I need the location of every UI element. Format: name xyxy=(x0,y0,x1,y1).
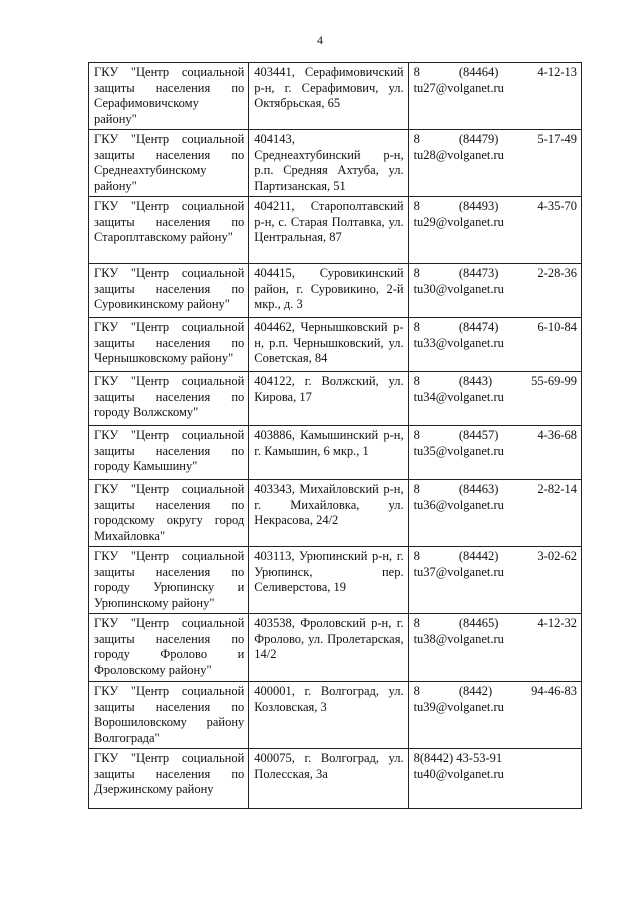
phone-area-code: (84479) xyxy=(458,132,499,146)
phone-number: 5-17-49 xyxy=(537,132,577,146)
email-address: tu39@volganet.ru xyxy=(413,699,504,714)
address-cell: 403441, Серафимовичский р-н, г. Серафимович, ул. Октябрьская, 65 xyxy=(249,63,408,130)
contact-cell xyxy=(408,197,581,264)
phone-prefix: 8 xyxy=(413,549,420,563)
phone-prefix: 8 xyxy=(413,132,420,146)
phone-area-code: (84442) xyxy=(458,549,499,563)
phone-number: 4-12-13 xyxy=(537,65,577,79)
table-row xyxy=(89,197,582,264)
email-address: tu29@volganet.ru xyxy=(413,214,504,229)
phone-prefix: 8 xyxy=(413,428,420,442)
contact-cell xyxy=(408,547,581,614)
contact-cell xyxy=(408,749,581,809)
email-address: tu40@volganet.ru xyxy=(413,766,504,781)
address-cell: 403538, Фроловский р-н, г. Фролово, ул. Пролетарская, 14/2 xyxy=(249,614,408,682)
contact-cell xyxy=(408,130,581,197)
phone-area-code: (84463) xyxy=(458,482,499,496)
address-cell: 403113, Урюпинский р-н, г. Урюпинск, пер. Селиверстова, 19 xyxy=(249,547,408,614)
address-cell: 404211, Старополтавский р-н, с. Старая Полтавка, ул. Центральная, 87 xyxy=(249,197,408,264)
organization-name-cell: ГКУ "Центр социальной защиты населения по Чернышковскому району" xyxy=(89,318,249,372)
phone-line xyxy=(414,65,577,81)
phone-number: 2-82-14 xyxy=(537,482,577,496)
address-cell: 404122, г. Волжский, ул. Кирова, 17 xyxy=(249,372,408,426)
table-row xyxy=(89,614,582,682)
email-address: tu33@volganet.ru xyxy=(413,335,504,350)
contact-cell xyxy=(408,682,581,749)
phone-area-code: (84493) xyxy=(458,199,499,213)
address-cell: 404143, Среднеахтубинский р-н, р.п. Средняя Ахтуба, ул. Партизанская, 51 xyxy=(249,130,408,197)
phone-line xyxy=(414,549,577,565)
organization-name-cell: ГКУ "Центр социальной защиты населения по городу Волжскому" xyxy=(89,372,249,426)
table-row xyxy=(89,426,582,480)
phone-number: 4-12-32 xyxy=(537,616,577,630)
address-cell: 400075, г. Волгоград, ул. Полесская, 3а xyxy=(249,749,408,809)
phone-number: 3-02-62 xyxy=(537,549,577,563)
organization-name-cell: ГКУ "Центр социальной защиты населения по Дзержинскому району xyxy=(89,749,249,809)
email-address: tu28@volganet.ru xyxy=(413,147,504,162)
email-address: tu30@volganet.ru xyxy=(413,281,504,296)
organization-name-cell: ГКУ "Центр социальной защиты населения по городскому округу город Михайловка" xyxy=(89,480,249,547)
contact-cell xyxy=(408,614,581,682)
table-row xyxy=(89,372,582,426)
phone-prefix: 8 xyxy=(413,684,420,698)
table-row xyxy=(89,63,582,130)
phone-line xyxy=(414,684,577,700)
phone-prefix: 8 xyxy=(413,374,420,388)
phone-line xyxy=(414,374,577,390)
table-row xyxy=(89,749,582,809)
phone-line xyxy=(414,266,577,282)
phone-area-code: (84474) xyxy=(458,320,499,334)
phone-area-code: (84473) xyxy=(458,266,499,280)
email-address: tu34@volganet.ru xyxy=(413,389,504,404)
table-row xyxy=(89,318,582,372)
table-row xyxy=(89,682,582,749)
page-number: 4 xyxy=(317,33,323,47)
contact-cell xyxy=(408,426,581,480)
contact-cell xyxy=(408,318,581,372)
phone-number: 2-28-36 xyxy=(537,266,577,280)
email-address: tu36@volganet.ru xyxy=(413,497,504,512)
phone-line xyxy=(414,320,577,336)
phone-number: 8(8442) 43-53-91 xyxy=(413,751,503,765)
address-cell: 403343, Михайловский р-н, г. Михайловка, ул. Некрасова, 24/2 xyxy=(249,480,408,547)
contacts-table-body xyxy=(89,63,582,809)
phone-line xyxy=(414,616,577,632)
phone-line xyxy=(414,482,577,498)
phone-prefix: 8 xyxy=(413,320,420,334)
phone-prefix: 8 xyxy=(413,616,420,630)
phone-area-code: (84465) xyxy=(458,616,499,630)
organization-name-cell: ГКУ "Центр социальной защиты населения по Серафимовичскому району" xyxy=(89,63,249,130)
phone-line xyxy=(414,199,577,215)
address-cell: 403886, Камышинский р-н, г. Камышин, 6 мкр., 1 xyxy=(249,426,408,480)
email-address: tu38@volganet.ru xyxy=(413,631,504,646)
address-cell: 404415, Суровикинский район, г. Суровикино, 2-й мкр., д. 3 xyxy=(249,264,408,318)
organization-name-cell: ГКУ "Центр социальной защиты населения по городу Фролово и Фроловскому району" xyxy=(89,614,249,682)
contacts-table xyxy=(88,62,582,809)
phone-number: 55-69-99 xyxy=(531,374,577,388)
organization-name-cell: ГКУ "Центр социальной защиты населения по городу Камышину" xyxy=(89,426,249,480)
phone-line xyxy=(414,132,577,148)
phone-number: 6-10-84 xyxy=(537,320,577,334)
phone-prefix: 8 xyxy=(413,65,420,79)
phone-prefix: 8 xyxy=(413,199,420,213)
phone-area-code: (84464) xyxy=(458,65,499,79)
organization-name-cell: ГКУ "Центр социальной защиты населения по Ворошиловскому району Волгограда" xyxy=(89,682,249,749)
contact-cell xyxy=(408,264,581,318)
address-cell: 404462, Чернышковский р-н, р.п. Чернышковский, ул. Советская, 84 xyxy=(249,318,408,372)
contact-cell xyxy=(408,480,581,547)
table-row xyxy=(89,264,582,318)
phone-area-code: (84457) xyxy=(458,428,499,442)
phone-prefix: 8 xyxy=(413,482,420,496)
phone-prefix: 8 xyxy=(413,266,420,280)
phone-area-code: (8443) xyxy=(458,374,493,388)
organization-name-cell: ГКУ "Центр социальной защиты населения по городу Урюпинску и Урюпинскому району" xyxy=(89,547,249,614)
contact-cell xyxy=(408,63,581,130)
phone-area-code: (8442) xyxy=(458,684,493,698)
contact-cell xyxy=(408,372,581,426)
table-row xyxy=(89,480,582,547)
phone-number: 4-36-68 xyxy=(537,428,577,442)
organization-name-cell: ГКУ "Центр социальной защиты населения по Среднеахтубинскому району" xyxy=(89,130,249,197)
table-row xyxy=(89,130,582,197)
contacts-table-wrapper xyxy=(88,62,582,809)
phone-line xyxy=(414,428,577,444)
organization-name-cell: ГКУ "Центр социальной защиты населения по Староплтавскому району" xyxy=(89,197,249,264)
address-cell: 400001, г. Волгоград, ул. Козловская, 3 xyxy=(249,682,408,749)
table-row xyxy=(89,547,582,614)
email-address: tu37@volganet.ru xyxy=(413,564,504,579)
phone-number: 4-35-70 xyxy=(537,199,577,213)
organization-name-cell: ГКУ "Центр социальной защиты населения по Суровикинскому району" xyxy=(89,264,249,318)
email-address: tu35@volganet.ru xyxy=(413,443,504,458)
email-address: tu27@volganet.ru xyxy=(413,80,504,95)
phone-number: 94-46-83 xyxy=(531,684,577,698)
